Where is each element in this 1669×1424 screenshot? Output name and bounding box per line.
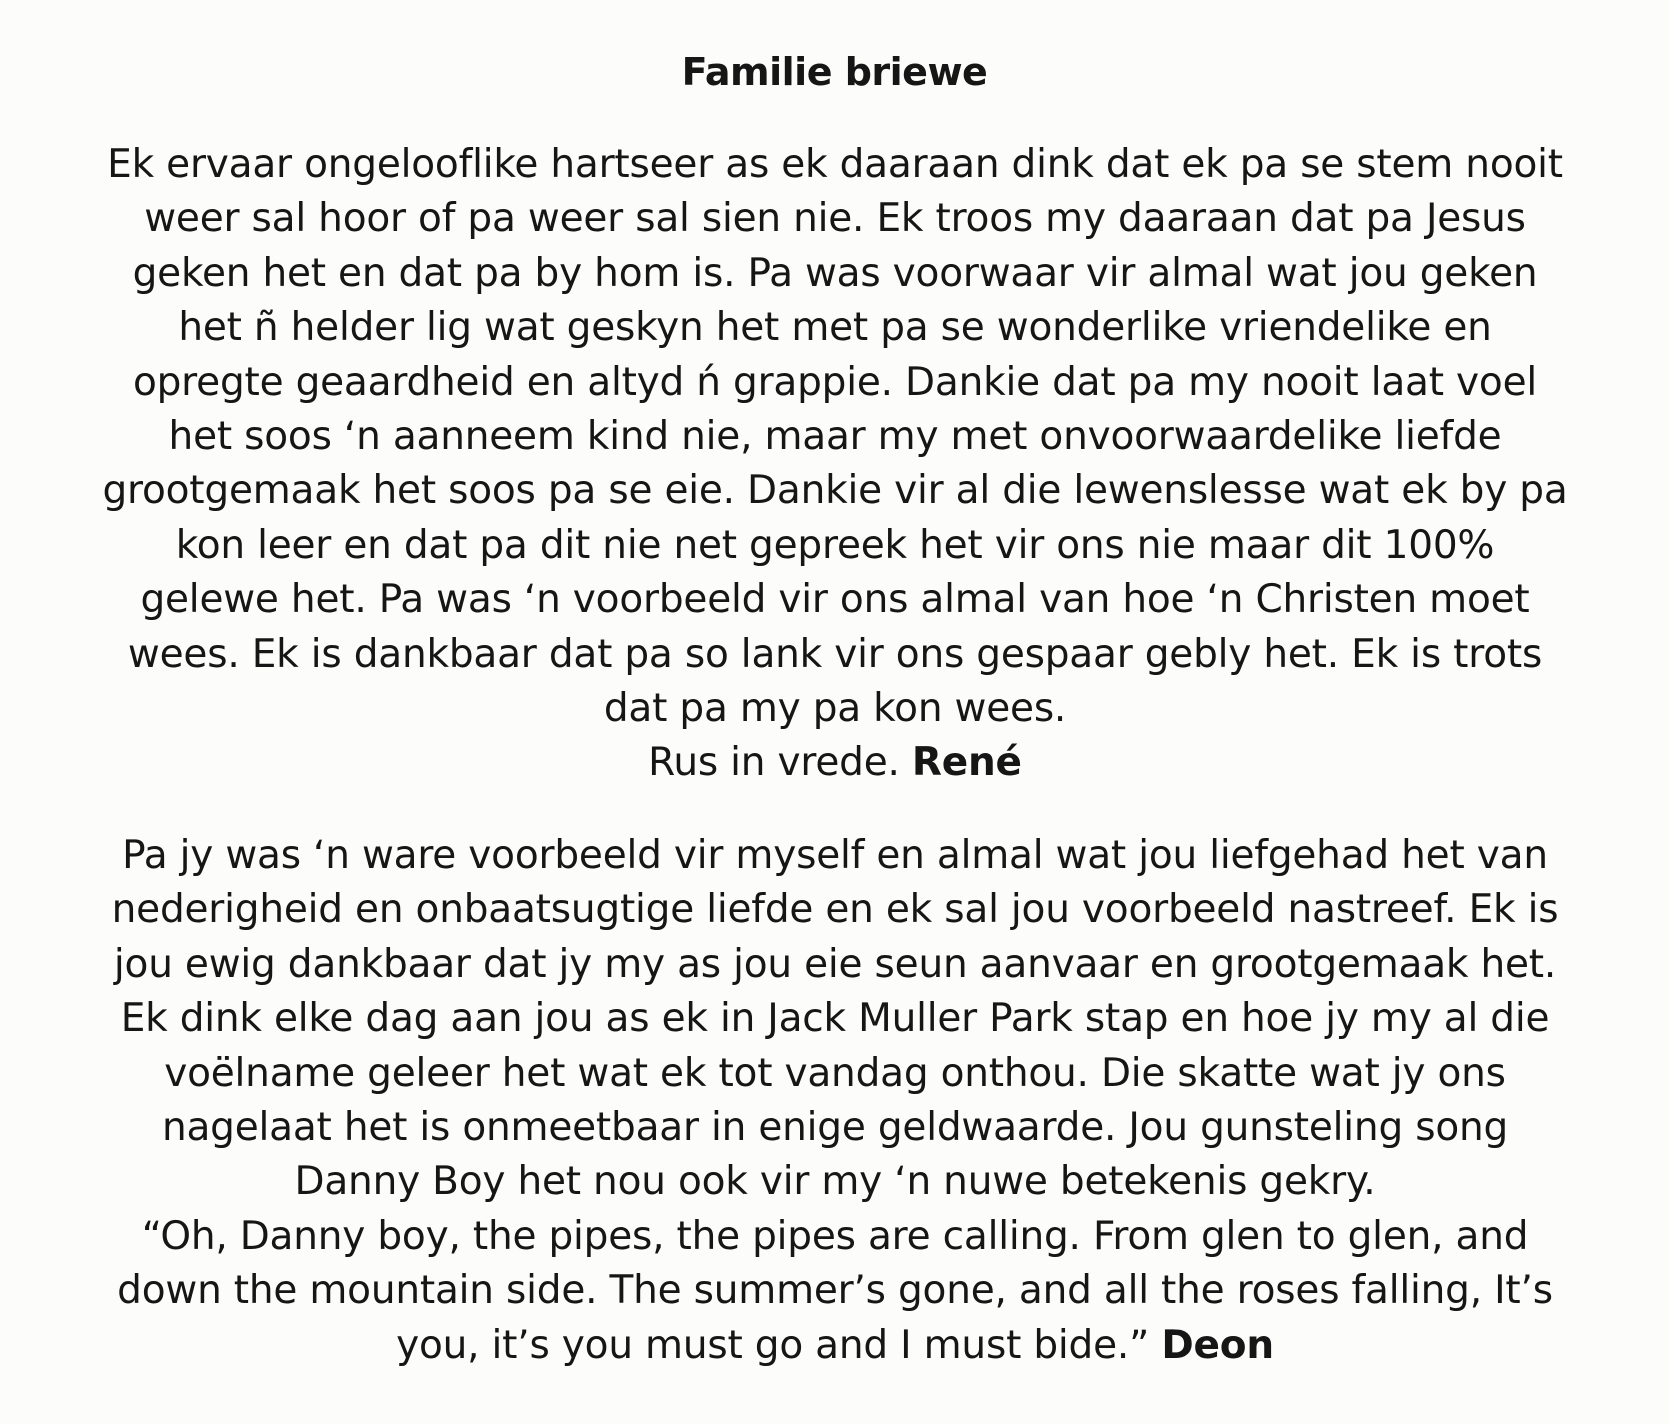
letter-line: nederigheid en onbaatsugtige liefde en ek sal jou voorbeeld nastreef. Ek is	[111, 887, 1559, 933]
letter-line: Danny Boy het nou ook vir my ‘n nuwe betekenis gekry.	[294, 1159, 1376, 1205]
letter-line: Ek ervaar ongelooflike hartseer as ek daaraan dink dat ek pa se stem nooit	[107, 142, 1563, 187]
page-title: Familie briewe	[681, 50, 988, 94]
letter-line: voëlname geleer het wat ek tot vandag onthou. Die skatte wat jy ons	[164, 1050, 1506, 1096]
letter-line: jou ewig dankbaar dat jy my as jou eie seun aanvaar en grootgemaak het.	[113, 941, 1557, 987]
letter-line: weer sal hoor of pa weer sal sien nie. Ek troos my daaraan dat pa Jesus	[144, 196, 1526, 242]
letter-line: opregte geaardheid en altyd ń grappie. Dankie dat pa my nooit laat voel	[132, 359, 1538, 405]
letter-line: gelewe het. Pa was ‘n voorbeeld vir ons almal van hoe ‘n Christen moet	[140, 577, 1530, 623]
letter-closing: you, it’s you must go and I must bide.”	[396, 1322, 1150, 1368]
letter-line: geken het en dat pa by hom is. Pa was voorwaar vir almal wat jou geken	[132, 250, 1538, 296]
letter-line: down the mountain side. The summer’s gone, and all the roses falling, It’s	[117, 1268, 1553, 1314]
letter-line: “Oh, Danny boy, the pipes, the pipes are calling. From glen to glen, and	[141, 1213, 1529, 1259]
letter-signature: Deon	[1161, 1322, 1274, 1368]
letter-deon	[80, 829, 1590, 1373]
letter-closing-line	[80, 736, 1590, 790]
letter-line: wees. Ek is dankbaar dat pa so lank vir ons gespaar gebly het. Ek is trots	[127, 631, 1543, 677]
letter-line: het ñ helder lig wat geskyn het met pa se wonderlike vriendelike en	[178, 305, 1492, 351]
letter-line: Pa jy was ‘n ware voorbeeld vir myself en almal wat jou liefgehad het van	[122, 833, 1548, 878]
letter-signature: René	[911, 740, 1022, 786]
letter-line: het soos ‘n aanneem kind nie, maar my met onvoorwaardelike liefde	[168, 414, 1502, 460]
letter-line: kon leer en dat pa dit nie net gepreek het vir ons nie maar dit 100%	[175, 522, 1495, 568]
letter-line: dat pa my pa kon wees.	[603, 686, 1067, 732]
letter-rene	[80, 138, 1590, 791]
letter-closing-line	[80, 1319, 1590, 1373]
letter-line: grootgemaak het soos pa se eie. Dankie vir al die lewenslesse wat ek by pa	[102, 468, 1568, 514]
letter-line: nagelaat het is onmeetbaar in enige geldwaarde. Jou gunsteling song	[161, 1105, 1509, 1151]
letter-closing: Rus in vrede.	[648, 740, 900, 786]
letter-line: Ek dink elke dag aan jou as ek in Jack Muller Park stap en hoe jy my al die	[120, 996, 1550, 1042]
